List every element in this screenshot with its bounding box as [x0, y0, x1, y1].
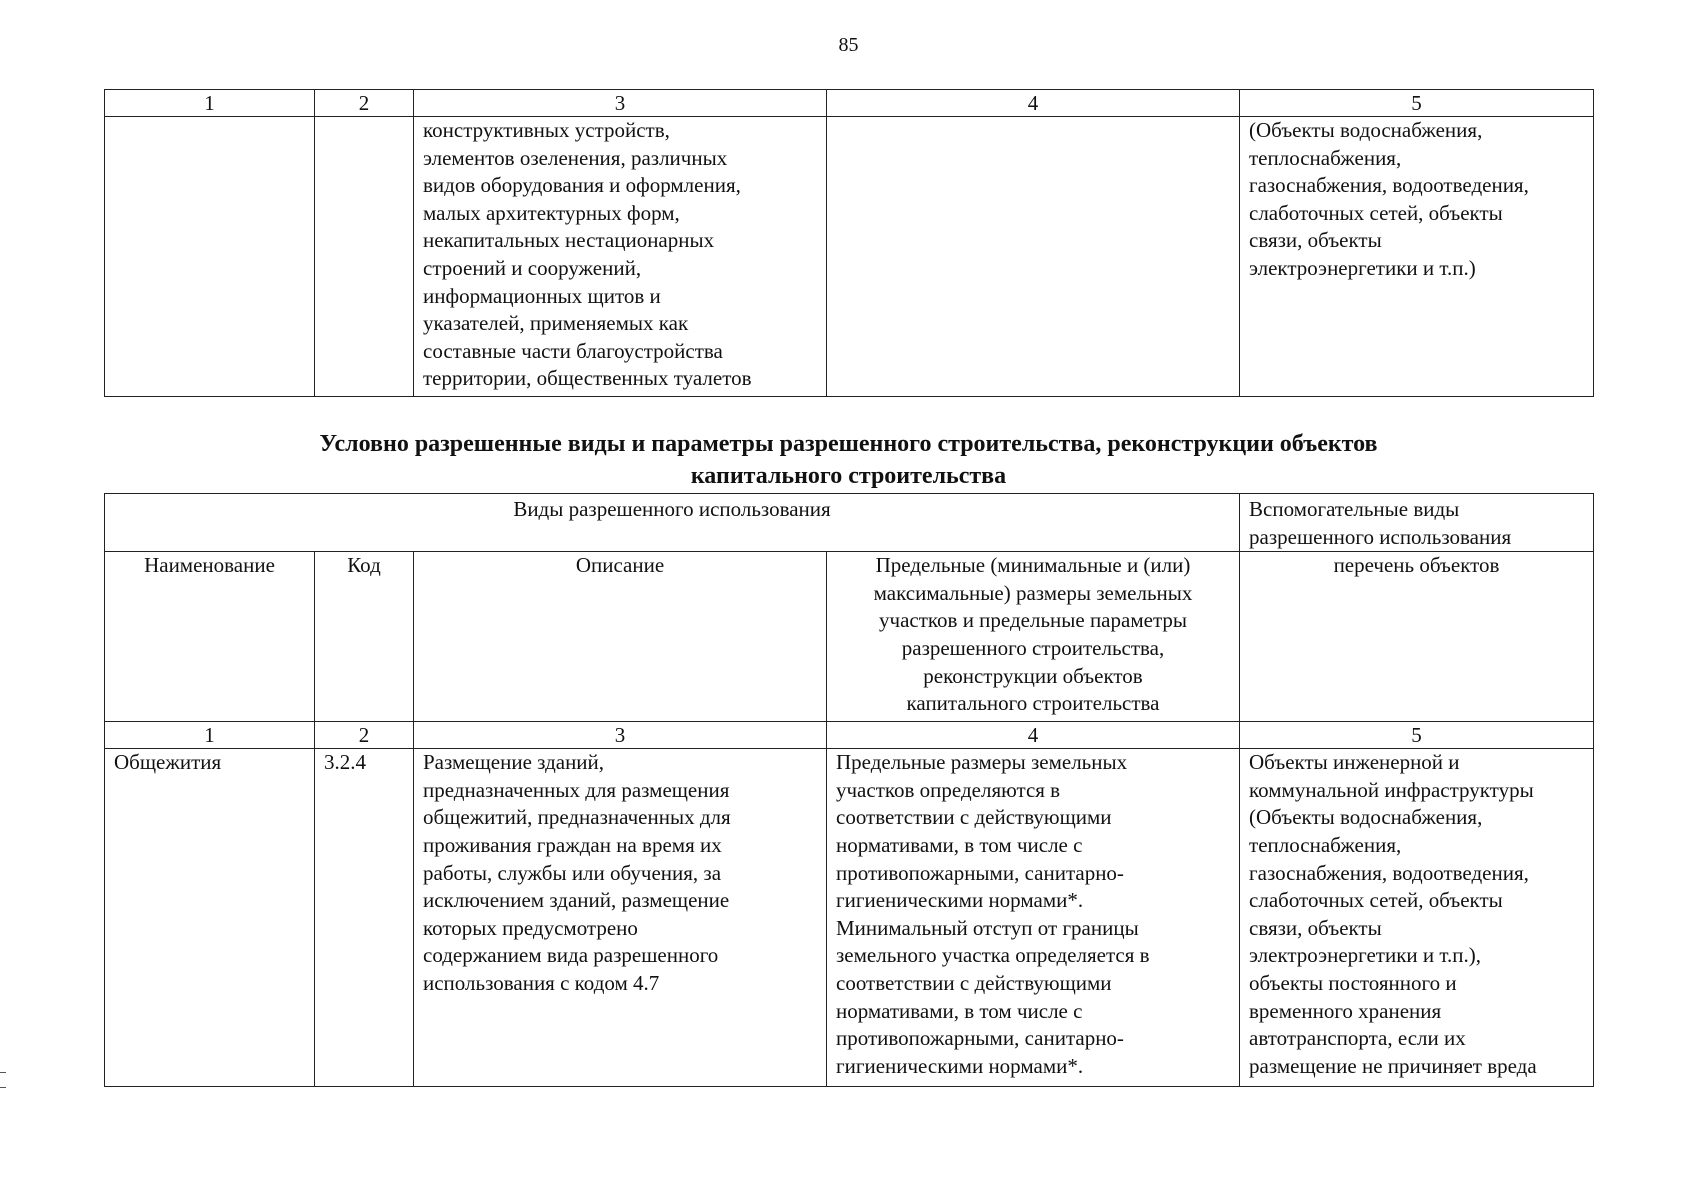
text-line: проживания граждан на время их [423, 832, 722, 857]
text-line: Минимальный отступ от границы [836, 915, 1139, 940]
text-line: использования с кодом 4.7 [423, 970, 660, 995]
text-line: капитального строительства [690, 463, 1007, 489]
group-header-row [105, 494, 1594, 552]
text-line: соответствии с действующими [836, 805, 1112, 830]
text-line: капитального строительства [906, 691, 1160, 716]
text-line: Объекты инженерной и [1249, 750, 1460, 775]
permitted-use-table [104, 493, 1594, 1087]
text-line: теплоснабжения, [1249, 832, 1402, 857]
code-cell: 3.2.4 [315, 749, 414, 1087]
text-line: видов оборудования и оформления, [423, 173, 741, 198]
text-line: разрешенного строительства, [901, 635, 1165, 660]
text-line: противопожарными, санитарно- [836, 1026, 1124, 1051]
text-line: теплоснабжения, [1249, 145, 1402, 170]
column-number-2: 2 [315, 722, 414, 749]
text-line: строений и сооружений, [423, 255, 642, 280]
column-number-4: 4 [827, 722, 1240, 749]
description-cell [414, 749, 827, 1087]
column-number-2: 2 [315, 90, 414, 117]
group-header-cell: Виды разрешенного использования [105, 494, 1240, 552]
text-line: соответствии с действующими [836, 970, 1112, 995]
text-line: конструктивных устройств, [423, 118, 670, 142]
header-parameters [827, 552, 1240, 722]
text-line: временного хранения [1249, 998, 1442, 1023]
continuation-table [104, 89, 1594, 397]
parameters-text [836, 749, 1230, 1080]
column-number-4: 4 [827, 90, 1240, 117]
column-number-3: 3 [414, 722, 827, 749]
auxiliary-header-cell [1240, 494, 1594, 552]
text-line: гигиеническими нормами*. [836, 1053, 1084, 1078]
description-text [423, 749, 817, 997]
text-line: Условно разрешенные виды и параметры разрешенного строительства, реконструкции объектов [319, 431, 1378, 457]
text-line: связи, объекты [1249, 915, 1382, 940]
name-cell: Общежития [105, 749, 315, 1087]
auxiliary-header-text [1249, 496, 1584, 551]
auxiliary-objects-text [1249, 117, 1584, 283]
text-line: автотранспорта, если их [1249, 1026, 1466, 1051]
text-line: противопожарными, санитарно- [836, 860, 1124, 885]
text-line: коммунальной инфраструктуры [1249, 777, 1534, 802]
text-line: максимальные) размеры земельных [873, 580, 1193, 605]
text-line: газоснабжения, водоотведения, [1249, 860, 1529, 885]
text-line: (Объекты водоснабжения, [1249, 805, 1483, 830]
column-header-row [105, 552, 1594, 722]
text-line: исключением зданий, размещение [423, 888, 730, 913]
column-number-5: 5 [1240, 90, 1594, 117]
text-line: слаботочных сетей, объекты [1249, 200, 1503, 225]
text-line: содержанием вида разрешенного [423, 943, 719, 968]
column-number-5: 5 [1240, 722, 1594, 749]
text-line: Предельные (минимальные и (или) [875, 553, 1191, 578]
text-line: связи, объекты [1249, 228, 1382, 253]
text-line: нормативами, в том числе с [836, 998, 1083, 1023]
text-line: указателей, применяемых как [423, 311, 689, 336]
parameters-cell [827, 749, 1240, 1087]
table-row [105, 117, 1594, 397]
text-line: Размещение зданий, [423, 750, 605, 775]
text-line: территории, общественных туалетов [423, 366, 752, 391]
text-line: составные части благоустройства [423, 338, 723, 363]
section-title [104, 428, 1593, 492]
text-line: Предельные размеры земельных [836, 750, 1128, 775]
auxiliary-objects-cell [1240, 117, 1594, 397]
text-line: объекты постоянного и [1249, 970, 1457, 995]
text-line: некапитальных нестационарных [423, 228, 715, 253]
text-line: участков определяются в [836, 777, 1061, 802]
page-number: 85 [838, 34, 859, 56]
text-line: которых предусмотрено [423, 915, 638, 940]
parameters-cell [827, 117, 1240, 397]
text-line: электроэнергетики и т.п.) [1249, 255, 1476, 280]
code-cell [315, 117, 414, 397]
header-name: Наименование [105, 552, 315, 722]
header-objects: перечень объектов [1240, 552, 1594, 722]
column-number-1: 1 [105, 90, 315, 117]
text-line: нормативами, в том числе с [836, 832, 1083, 857]
column-number-row [105, 90, 1594, 117]
name-cell [105, 117, 315, 397]
header-parameters-text [836, 552, 1230, 718]
auxiliary-objects-cell [1240, 749, 1594, 1087]
header-code: Код [315, 552, 414, 722]
auxiliary-objects-text [1249, 749, 1584, 1080]
text-line: малых архитектурных форм, [423, 200, 680, 225]
text-line: информационных щитов и [423, 283, 661, 308]
text-line: реконструкции объектов [923, 663, 1143, 688]
text-line: участков и предельные параметры [879, 608, 1187, 633]
text-line: работы, службы или обучения, за [423, 860, 722, 885]
text-line: гигиеническими нормами*. [836, 888, 1084, 913]
text-line: земельного участка определяется в [836, 943, 1150, 968]
text-line: слаботочных сетей, объекты [1249, 888, 1503, 913]
section-title-text [104, 428, 1593, 492]
text-line: Вспомогательные виды [1249, 497, 1460, 521]
column-number-row [105, 722, 1594, 749]
header-description: Описание [414, 552, 827, 722]
text-line: элементов озеленения, различных [423, 145, 728, 170]
column-number-3: 3 [414, 90, 827, 117]
table-row [105, 749, 1594, 1087]
text-line: размещение не причиняет вреда [1249, 1053, 1537, 1078]
text-line: газоснабжения, водоотведения, [1249, 173, 1529, 198]
text-line: электроэнергетики и т.п.), [1249, 943, 1481, 968]
column-number-1: 1 [105, 722, 315, 749]
text-line: общежитий, предназначенных для [423, 805, 731, 830]
text-line: разрешенного использования [1249, 524, 1512, 549]
description-text [423, 117, 817, 393]
text-line: (Объекты водоснабжения, [1249, 118, 1483, 142]
scan-edge-mark [0, 1072, 6, 1088]
description-cell [414, 117, 827, 397]
text-line: предназначенных для размещения [423, 777, 730, 802]
